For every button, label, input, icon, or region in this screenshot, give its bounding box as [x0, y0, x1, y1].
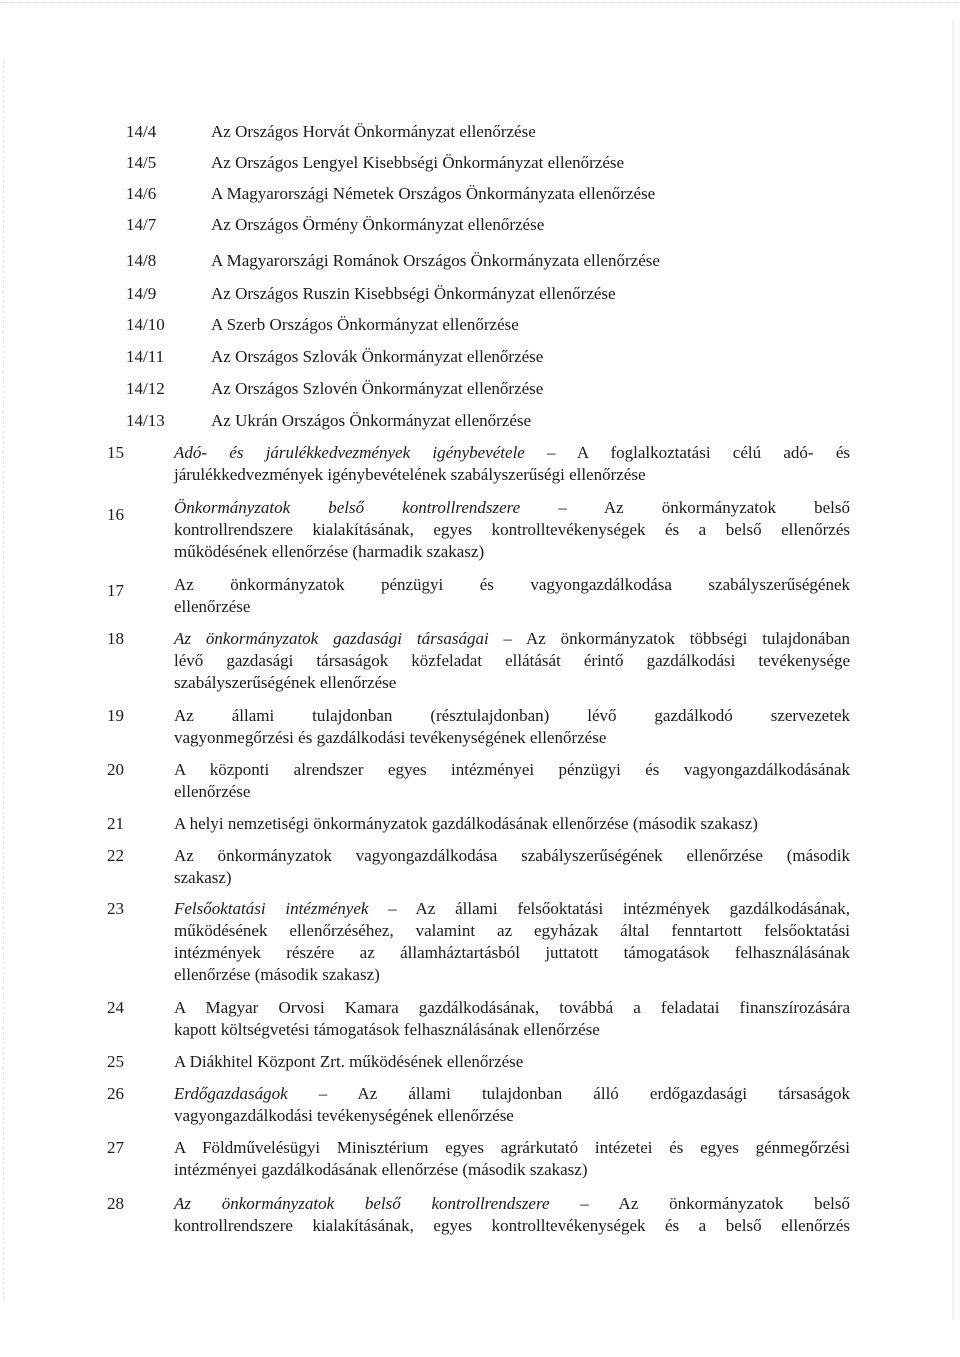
sub-item-text: Az Országos Ruszin Kisebbségi Önkormányzat ellenőrzése — [211, 284, 616, 303]
item-italic-title: Az önkormányzatok belső kontrollrendszere — [174, 1194, 550, 1213]
item-line — [174, 497, 850, 519]
sub-item — [0, 213, 960, 237]
item-number: 18 — [107, 629, 124, 648]
item-text — [174, 813, 850, 835]
item-line: intézményei gazdálkodásának ellenőrzése (második szakasz) — [174, 1160, 588, 1179]
item-number: 27 — [107, 1138, 124, 1157]
sub-item — [0, 409, 960, 433]
sub-item-text: Az Országos Szlovén Önkormányzat ellenőrzése — [211, 379, 544, 398]
item-text — [174, 898, 850, 986]
item-line: A Földművelésügyi Minisztérium egyes agrárkutató intézetei és egyes génmegőrzési — [174, 1138, 850, 1157]
item-line-text: – Az önkormányzatok belső — [549, 1194, 850, 1213]
item-line: járulékkedvezmények igénybevételének szabályszerűségi ellenőrzése — [174, 465, 646, 484]
sub-item-text: Az Országos Örmény Önkormányzat ellenőrzése — [211, 215, 545, 234]
item-number: 21 — [107, 814, 124, 833]
sub-item-number: 14/6 — [126, 184, 157, 203]
item-line: Az önkormányzatok pénzügyi és vagyongazdálkodása szabályszerűségének — [174, 575, 850, 594]
sub-item — [0, 182, 960, 206]
item-line: kapott költségvetési támogatások felhasználásának ellenőrzése — [174, 1020, 600, 1039]
item-line: A központi alrendszer egyes intézményei pénzügyi és vagyongazdálkodásának — [174, 760, 850, 779]
sub-item — [0, 120, 960, 144]
item-line: intézmények részére az államháztartásból juttatott támogatások felhasználásának — [174, 943, 850, 962]
sub-item-number: 14/5 — [126, 153, 157, 172]
item-number: 23 — [107, 899, 124, 918]
item-number: 24 — [107, 998, 124, 1017]
sub-item-number: 14/8 — [126, 251, 157, 270]
sub-item — [0, 313, 960, 337]
item-line: kontrollrendszere kialakításának, egyes kontrolltevékenységek és a belső ellenőrzés — [174, 1216, 850, 1235]
item-text — [174, 442, 850, 486]
item-line-text: – Az állami felsőoktatási intézmények gazdálkodásának, — [368, 899, 850, 918]
sub-item-number: 14/4 — [126, 122, 157, 141]
item-line-text: – Az önkormányzatok többségi tulajdonában — [488, 629, 850, 648]
sub-item — [0, 345, 960, 369]
item-text — [174, 759, 850, 803]
item-line: Az állami tulajdonban (résztulajdonban) lévő gazdálkodó szervezetek — [174, 706, 850, 725]
item-number: 20 — [107, 760, 124, 779]
item-number: 15 — [107, 443, 124, 462]
item-line: szakasz) — [174, 868, 232, 887]
sub-item-number: 14/7 — [126, 215, 157, 234]
item-line — [174, 442, 850, 464]
item-text — [174, 1083, 850, 1127]
item-number: 16 — [107, 505, 124, 524]
item-text — [174, 845, 850, 889]
item-text — [174, 1193, 850, 1237]
sub-item-number: 14/10 — [126, 315, 165, 334]
sub-item — [0, 249, 960, 273]
sub-item-text: Az Ukrán Országos Önkormányzat ellenőrzése — [211, 411, 532, 430]
sub-item-number: 14/9 — [126, 284, 157, 303]
item-italic-title: Erdőgazdaságok — [174, 1084, 288, 1103]
item-line-text: – A foglalkoztatási célú adó- és — [524, 443, 850, 462]
item-number: 22 — [107, 846, 124, 865]
sub-item — [0, 282, 960, 306]
item-number: 28 — [107, 1194, 124, 1213]
item-line: kontrollrendszere kialakításának, egyes kontrolltevékenységek és a belső ellenőrzés — [174, 520, 850, 539]
item-line — [174, 1193, 850, 1215]
item-line: ellenőrzése — [174, 782, 251, 801]
item-line: ellenőrzése — [174, 597, 251, 616]
item-line: ellenőrzése (második szakasz) — [174, 965, 380, 984]
item-line: Az önkormányzatok vagyongazdálkodása szabályszerűségének ellenőrzése (második — [174, 846, 850, 865]
item-number: 19 — [107, 706, 124, 725]
item-text — [174, 574, 850, 618]
item-line — [174, 898, 850, 920]
item-line: A Diákhitel Központ Zrt. működésének ellenőrzése — [174, 1052, 524, 1071]
sub-item-text: Az Országos Horvát Önkormányzat ellenőrzése — [211, 122, 536, 141]
item-line — [174, 1083, 850, 1105]
item-text — [174, 497, 850, 563]
scan-edge-left — [3, 60, 5, 1300]
sub-item-number: 14/13 — [126, 411, 165, 430]
item-line: vagyonmegőrzési és gazdálkodási tevékenységének ellenőrzése — [174, 728, 607, 747]
item-line: működésének ellenőrzése (harmadik szakasz) — [174, 542, 485, 561]
sub-item-number: 14/11 — [126, 347, 165, 366]
item-text — [174, 705, 850, 749]
sub-item-text: A Magyarországi Németek Országos Önkormányzata ellenőrzése — [211, 184, 656, 203]
sub-item — [0, 151, 960, 175]
sub-item-text: A Szerb Országos Önkormányzat ellenőrzése — [211, 315, 519, 334]
scan-edge-top — [0, 2, 960, 4]
item-text — [174, 1137, 850, 1181]
sub-item-text: A Magyarországi Románok Országos Önkormányzata ellenőrzése — [211, 251, 660, 270]
item-line-text: – Az önkormányzatok belső — [520, 498, 850, 517]
item-italic-title: Felsőoktatási intézmények — [174, 899, 369, 918]
item-italic-title: Önkormányzatok belső kontrollrendszere — [174, 498, 521, 517]
item-number: 17 — [107, 581, 124, 600]
item-line: A helyi nemzetiségi önkormányzatok gazdálkodásának ellenőrzése (második szakasz) — [174, 814, 758, 833]
item-line-text: – Az állami tulajdonban álló erdőgazdasági társaságok — [287, 1084, 850, 1103]
item-number: 25 — [107, 1052, 124, 1071]
item-text — [174, 1051, 850, 1073]
item-line: működésének ellenőrzéséhez, valamint az egyházak által fenntartott felsőoktatási — [174, 921, 850, 940]
item-line: lévő gazdasági társaságok közfeladat ellátását érintő gazdálkodási tevékenysége — [174, 651, 850, 670]
item-line: szabályszerűségének ellenőrzése — [174, 673, 397, 692]
item-italic-title: Adó- és járulékkedvezmények igénybevétele — [174, 443, 525, 462]
item-line: A Magyar Orvosi Kamara gazdálkodásának, továbbá a feladatai finanszírozására — [174, 998, 850, 1017]
item-number: 26 — [107, 1084, 124, 1103]
sub-item-number: 14/12 — [126, 379, 165, 398]
sub-item-text: Az Országos Lengyel Kisebbségi Önkormányzat ellenőrzése — [211, 153, 625, 172]
item-line — [174, 628, 850, 650]
item-text — [174, 997, 850, 1041]
item-italic-title: Az önkormányzatok gazdasági társaságai — [174, 629, 489, 648]
item-text — [174, 628, 850, 694]
sub-item — [0, 377, 960, 401]
item-line: vagyongazdálkodási tevékenységének ellenőrzése — [174, 1106, 514, 1125]
sub-item-text: Az Országos Szlovák Önkormányzat ellenőrzése — [211, 347, 544, 366]
